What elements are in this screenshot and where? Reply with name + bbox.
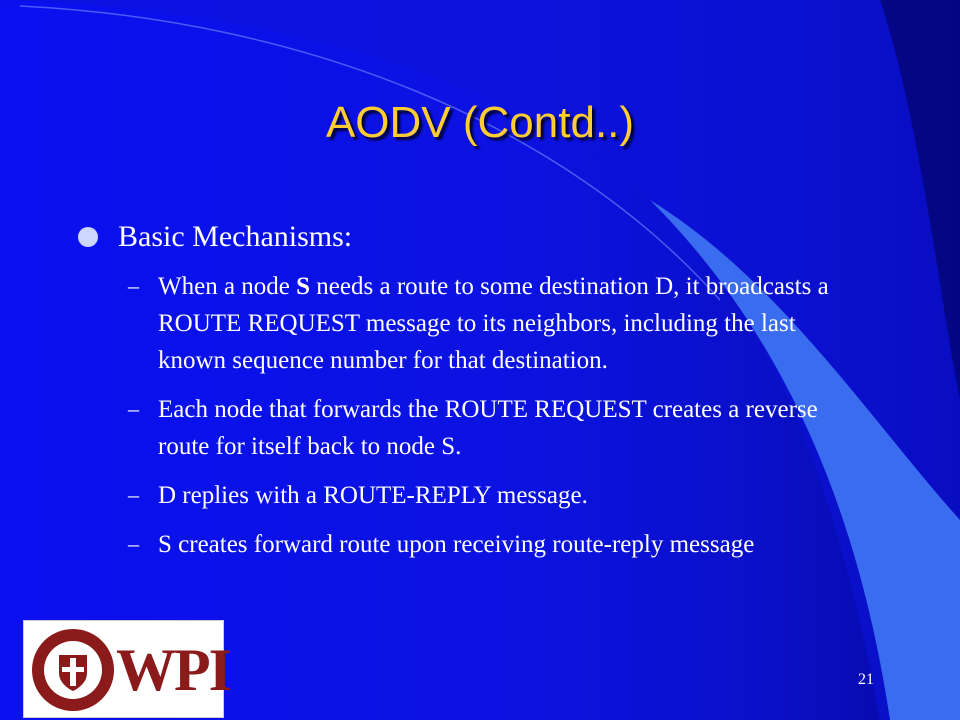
dash-marker: – (128, 273, 139, 298)
sub-bullet-text (158, 268, 848, 379)
dash-marker: – (128, 396, 139, 421)
dash-marker: – (128, 531, 139, 556)
wpi-logo-text: WPI (116, 637, 230, 703)
sub-bullet-list (128, 268, 848, 575)
sub-bullet-4 (128, 526, 848, 563)
sub-bullet-1 (128, 268, 848, 379)
sub-text-bold: S (296, 273, 311, 300)
sub-text-part: When a node (158, 273, 297, 300)
dash-marker: – (128, 482, 139, 507)
bullet-dot-icon (78, 227, 98, 247)
bullet-text: Basic Mechanisms: (118, 220, 353, 253)
bullet-basic-mechanisms (78, 220, 352, 254)
slide-title: AODV (Contd..) (325, 98, 635, 147)
sub-bullet-2 (128, 391, 848, 465)
sub-bullet-3 (128, 477, 848, 514)
sub-bullet-text: S creates forward route upon receiving route-reply message (158, 531, 755, 558)
page-number: 21 (858, 671, 874, 688)
wpi-logo (23, 620, 230, 718)
wpi-seal-icon (30, 627, 116, 713)
sub-bullet-text: Each node that forwards the ROUTE REQUEST creates a reverse route for itself back to node S. (158, 396, 818, 460)
sub-text-part: needs a route to some destination D, it broadcasts a ROUTE REQUEST message to its neighbors, including the last known sequence number for that destination. (158, 273, 829, 374)
sub-bullet-text: D replies with a ROUTE-REPLY message. (158, 482, 588, 509)
